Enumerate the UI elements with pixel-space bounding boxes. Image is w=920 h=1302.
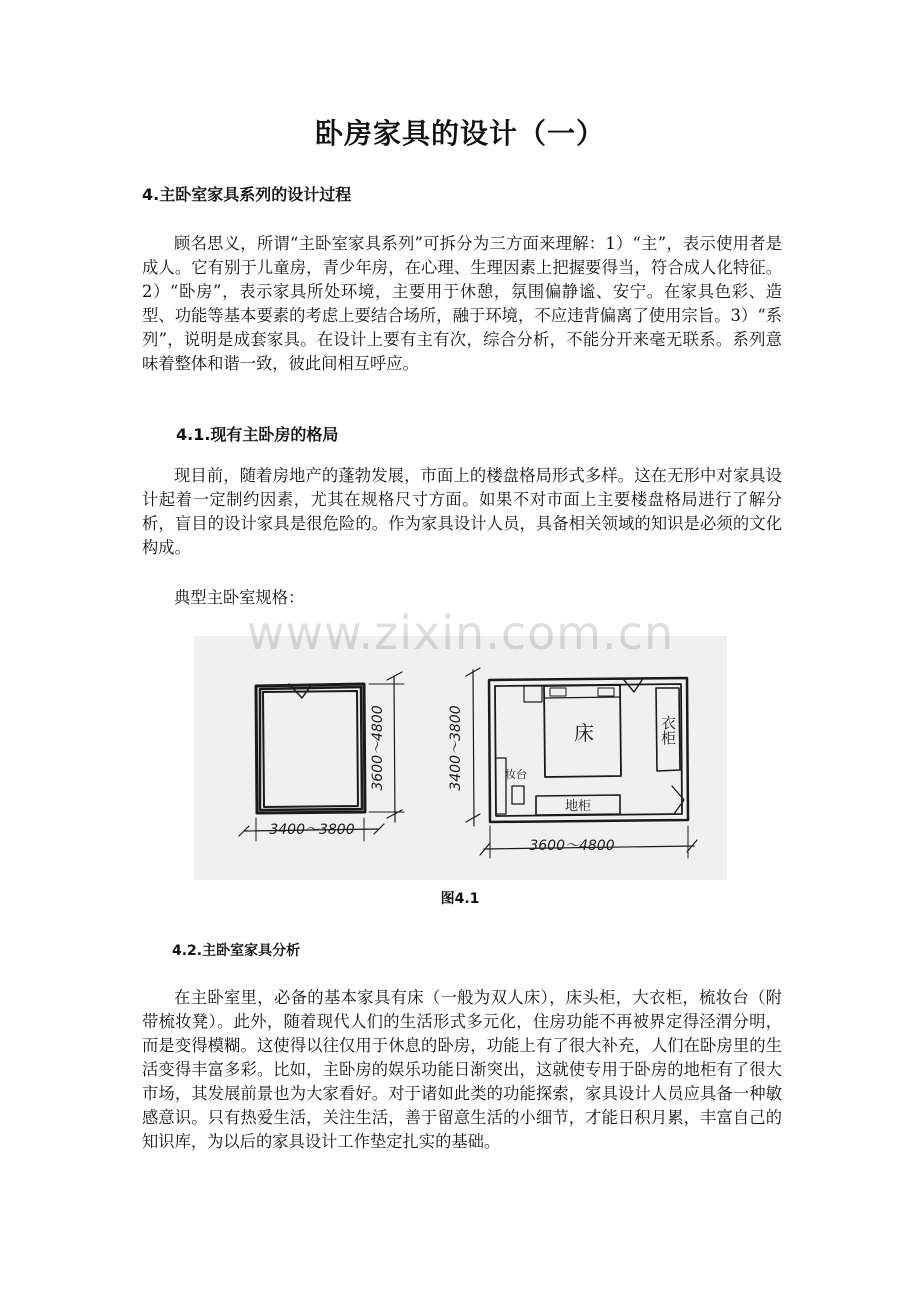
dresser-label: 妆台: [505, 768, 527, 781]
page-title: 卧房家具的设计（一）: [314, 117, 605, 150]
section-4-2-heading: 4.2.主卧室家具分析: [172, 943, 301, 959]
right-room-plan: [466, 668, 697, 858]
wardrobe-label: 衣柜: [659, 715, 677, 745]
watermark-text: www.zixin.com.cn: [246, 606, 675, 660]
section-4-1-paragraph: 现目前，随着房地产的蓬勃发展，市面上的楼盘格局形式多样。这在无形中对家具设计起着一定制约因素，尤其在规格尺寸方面。如果不对市面上主要楼盘格局进行了解分析，盲目的设计家具是很危险的。作为家具设计人员，具备相关领域的知识是必须的文化构成。: [142, 466, 782, 557]
floor-plan-sketch: [194, 636, 727, 880]
floor-cabinet-label: 地柜: [564, 799, 592, 814]
left-width-label: 3400～3800: [269, 822, 355, 838]
section-4-heading: 4.主卧室家具系列的设计过程: [142, 185, 352, 204]
section-4-paragraph: 顾名思义，所谓“主卧室家具系列”可拆分为三方面来理解：1）“主”，表示使用者是成人。它有别于儿童房，青少年房，在心理、生理因素上把握要得当，符合成人化特征。2）“卧房”，表示家具所处环境，主要用于休憩，氛围偏静谧、安宁。在家具色彩、造型、功能等基本要素的考虑上要结合场所，融于环境，不应违背偏离了使用宗旨。3）“系列”，说明是成套家具。在设计上要有主有次，综合分析，不能分开来毫无联系。系列意味着整体和谐一致，彼此间相互呼应。: [142, 234, 782, 373]
right-depth-label: 3400～3800: [448, 705, 464, 791]
left-depth-label: 3600～4800: [370, 705, 386, 791]
section-4-1-heading: 4.1.现有主卧房的格局: [176, 425, 339, 444]
figure-caption: 图4.1: [440, 891, 480, 907]
right-width-label: 3600～4800: [529, 838, 615, 854]
section-4-2-paragraph: 在主卧室里，必备的基本家具有床（一般为双人床），床头柜，大衣柜，梳妆台（附带梳妆凳）。此外，随着现代人们的生活形式多元化，住房功能不再被界定得泾渭分明，而是变得模糊。这使得以往仅用于休息的卧房，功能上有了很大补充，人们在卧房里的生活变得丰富多彩。比如，主卧房的娱乐功能日渐突出，这就使专用于卧房的地柜有了很大市场，其发展前景也为大家看好。对于诸如此类的功能探索，家具设计人员应具备一种敏感意识。只有热爱生活，关注生活，善于留意生活的小细节，才能日积月累，丰富自己的知识库，为以后的家具设计工作垫定扎实的基础。: [142, 988, 782, 1151]
bed-label: 床: [574, 721, 594, 745]
figure-intro-text: 典型主卧室规格：: [174, 588, 305, 607]
floor-plan-figure: [194, 636, 727, 880]
